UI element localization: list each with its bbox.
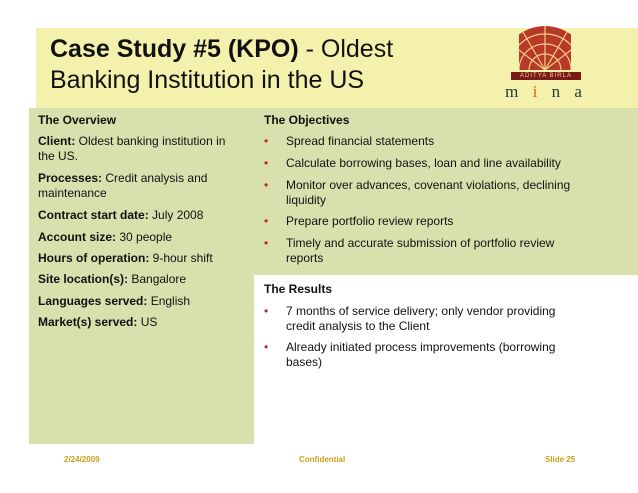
logo-word-accent: i xyxy=(532,82,543,101)
overview-item-processes: Processes: Credit analysis and maintenance xyxy=(38,171,208,200)
overview-item-account-size: Account size: 30 people xyxy=(38,230,173,244)
title-rest: - Oldest Banking Institution in the US xyxy=(50,35,394,94)
footer-confidential: Confidential xyxy=(299,455,346,464)
bullet-icon: • xyxy=(264,304,269,318)
bullet-icon: • xyxy=(264,236,269,250)
results-heading: The Results xyxy=(264,282,333,296)
title-bold: Case Study #5 (KPO) xyxy=(50,35,299,63)
footer-slide-number: Slide 25 xyxy=(545,455,576,464)
overview-item-client: Client: Oldest banking institution in the US. xyxy=(38,134,226,163)
overview-heading: The Overview xyxy=(38,113,117,127)
slide-title xyxy=(50,34,450,96)
bullet-icon: • xyxy=(264,214,269,228)
logo-word-part-2: n a xyxy=(551,82,587,101)
footer-date: 2/24/2009 xyxy=(64,455,100,464)
logo-banner-text: ADITYA BIRLA xyxy=(520,73,572,79)
bullet-icon: • xyxy=(264,134,269,148)
bullet-icon: • xyxy=(264,156,269,170)
objectives-heading: The Objectives xyxy=(264,113,350,127)
logo-word-part-1: m xyxy=(505,82,533,101)
overview-item-languages: Languages served: English xyxy=(38,294,191,308)
bullet-icon: • xyxy=(264,178,269,192)
bullet-icon: • xyxy=(264,340,269,354)
overview-item-site: Site location(s): Bangalore xyxy=(38,272,187,286)
overview-item-hours: Hours of operation: 9-hour shift xyxy=(38,251,213,265)
sun-emblem-icon xyxy=(519,24,571,70)
overview-item-markets: Market(s) served: US xyxy=(38,315,158,329)
logo-banner xyxy=(511,72,581,80)
overview-item-start-date: Contract start date: July 2008 xyxy=(38,208,204,222)
minacs-logo xyxy=(497,24,595,108)
